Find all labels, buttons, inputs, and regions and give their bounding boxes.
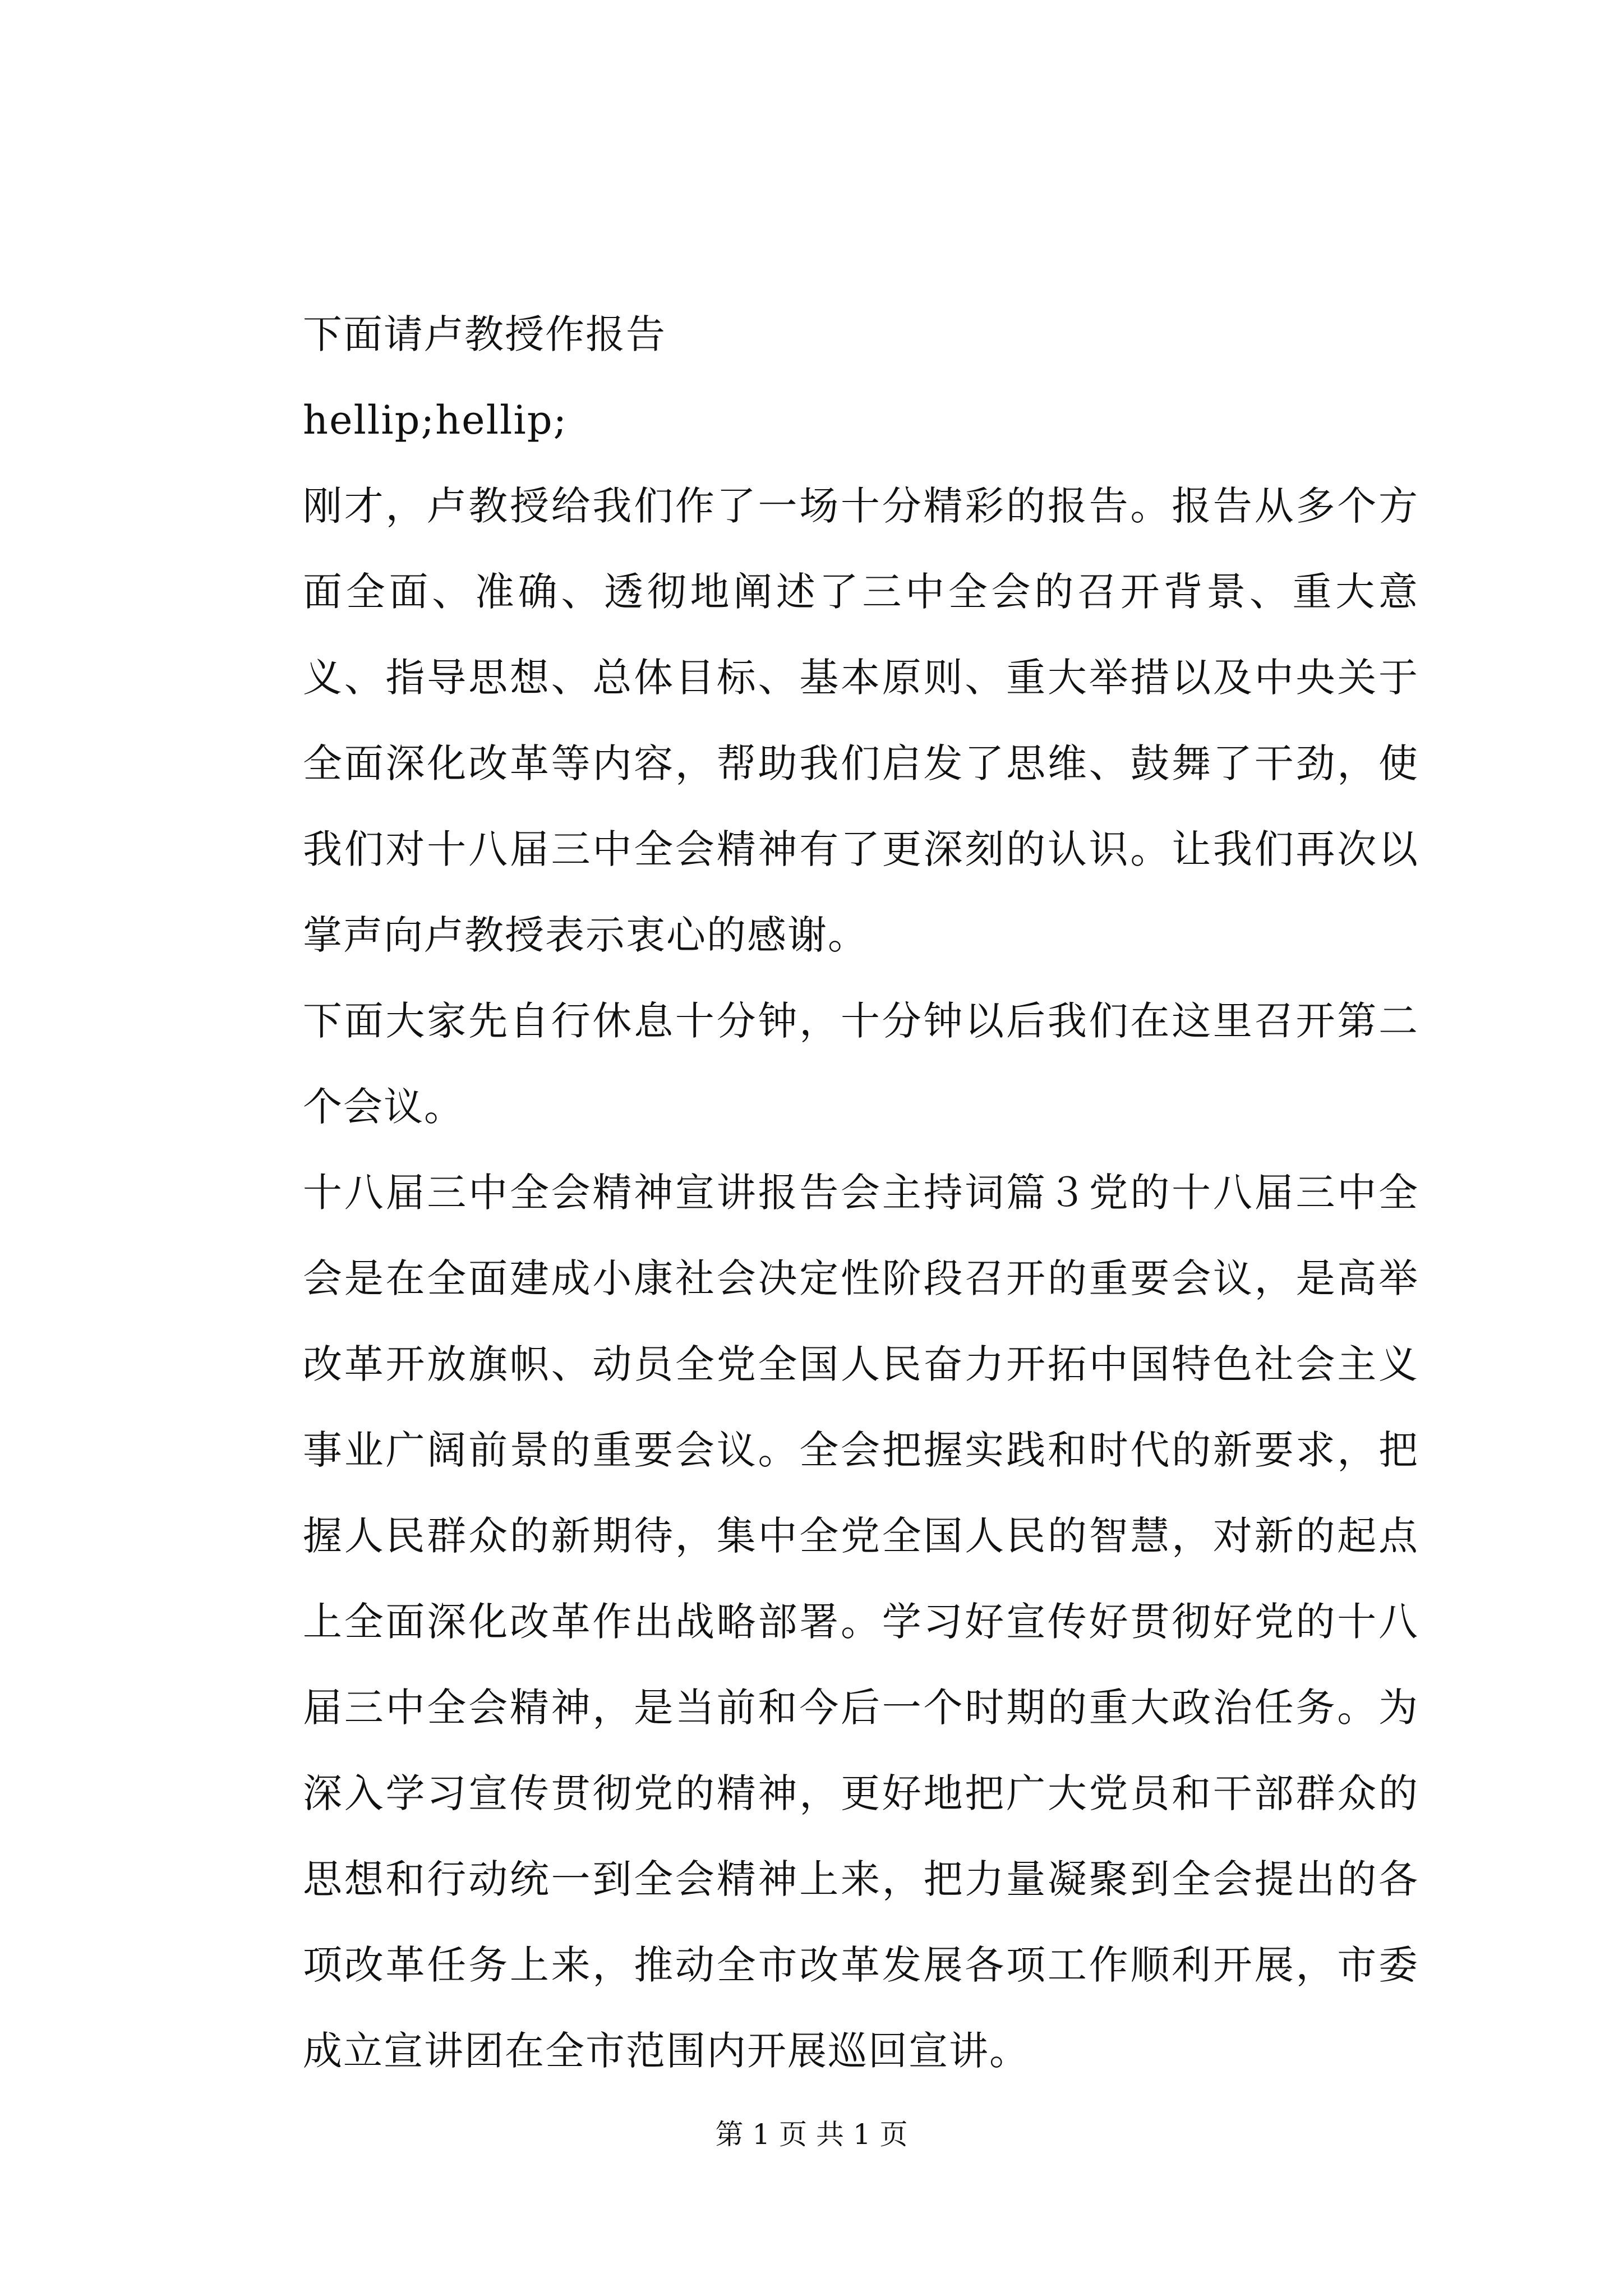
paragraph-host-speech: 十八届三中全会精神宣讲报告会主持词篇３党的十八届三中全会是在全面建成小康社会决定性阶段召开的重要会议，是高举改革开放旗帜、动员全党全国人民奋力开拓中国特色社会主义事业广阔前景的重要会议。全会把握实践和时代的新要求，把握人民群众的新期待，集中全党全国人民的智慧，对新的起点上全面深化改革作出战略部署。学习好宣传好贯彻好党的十八届三中全会精神，是当前和今后一个时期的重大政治任务。为深入学习宣传贯彻党的精神，更好地把广大党员和干部群众的思想和行动统一到全会精神上来，把力量凝聚到全会提出的各项改革任务上来，推动全市改革发展各项工作顺利开展，市委成立宣讲团在全市范围内开展巡回宣讲。 [303, 1170, 1419, 2074]
document-body [303, 292, 1419, 2094]
paragraph-report-summary: 刚才，卢教授给我们作了一场十分精彩的报告。报告从多个方面全面、准确、透彻地阐述了三中全会的召开背景、重大意义、指导思想、总体目标、基本原则、重大举措以及中央关于全面深化改革等内容，帮助我们启发了思维、鼓舞了干劲，使我们对十八届三中全会精神有了更深刻的认识。让我们再次以掌声向卢教授表示衷心的感谢。 [303, 483, 1419, 958]
paragraph-intro: 下面请卢教授作报告 [303, 311, 666, 357]
paragraph-break-notice: 下面大家先自行休息十分钟，十分钟以后我们在这里召开第二个会议。 [303, 998, 1419, 1130]
paragraph-ellipsis: hellip;hellip; [303, 397, 568, 443]
page-number-footer: 第 1 页 共 1 页 [715, 2118, 908, 2151]
